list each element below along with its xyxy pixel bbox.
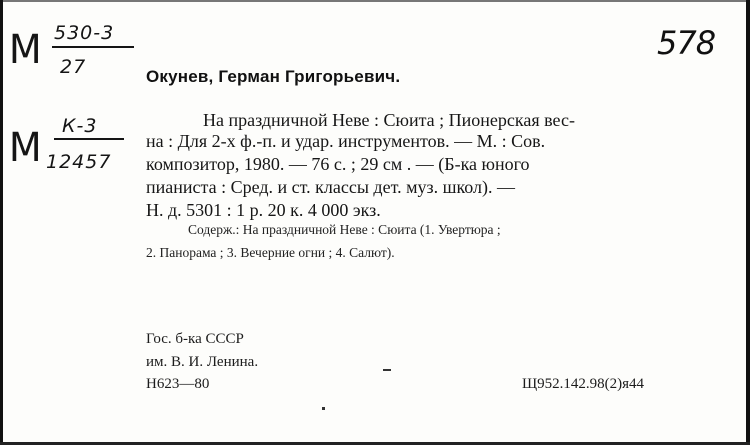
card-edge-top (0, 0, 750, 2)
description-line-2: на : Для 2-х ф.-п. и удар. инструментов. — М. : Сов. (146, 131, 546, 151)
contents-line-1: Содерж.: На праздничной Неве : Сюита (1. Увертюра ; (188, 222, 501, 237)
card-edge-left (0, 0, 3, 445)
shelf-mark-2-letter: М (8, 125, 42, 171)
corner-mark: 578 (657, 24, 716, 62)
description-line-3: композитор, 1980. — 76 с. ; 29 см . — (Б-ка юного (146, 154, 530, 174)
shelf-mark-1-top: 530-3 (54, 22, 115, 44)
library-name-line-1: Гос. б-ка СССР (146, 331, 244, 347)
shelf-mark-2-rule (54, 138, 124, 140)
library-name-line-2: им. В. И. Ленина. (146, 354, 259, 370)
contents-line-2: 2. Панорама ; 3. Вечерние огни ; 4. Салют). (146, 245, 395, 260)
shelf-mark-1-rule (52, 46, 134, 48)
description-line-1: На праздничной Неве : Сюита ; Пионерская вес- (203, 110, 575, 130)
shelf-mark-1-letter: М (8, 27, 42, 73)
card-edge-right (746, 0, 750, 445)
scan-speck (383, 369, 391, 371)
scan-speck (322, 407, 325, 410)
shelf-mark-1-bottom: 27 (60, 56, 87, 78)
description-line-4: пианиста : Сред. и ст. классы дет. муз. школ). — (146, 177, 516, 197)
classification-index: Щ952.142.98(2)я44 (522, 376, 645, 392)
shelf-mark-2-top: К-3 (62, 115, 98, 137)
description-line-5: Н. д. 5301 : 1 р. 20 к. 4 000 экз. (146, 200, 381, 220)
author-heading: Окунев, Герман Григорьевич. (146, 67, 401, 86)
shelf-mark-2-bottom: 12457 (46, 151, 112, 173)
card-number: Н623—80 (146, 376, 210, 392)
